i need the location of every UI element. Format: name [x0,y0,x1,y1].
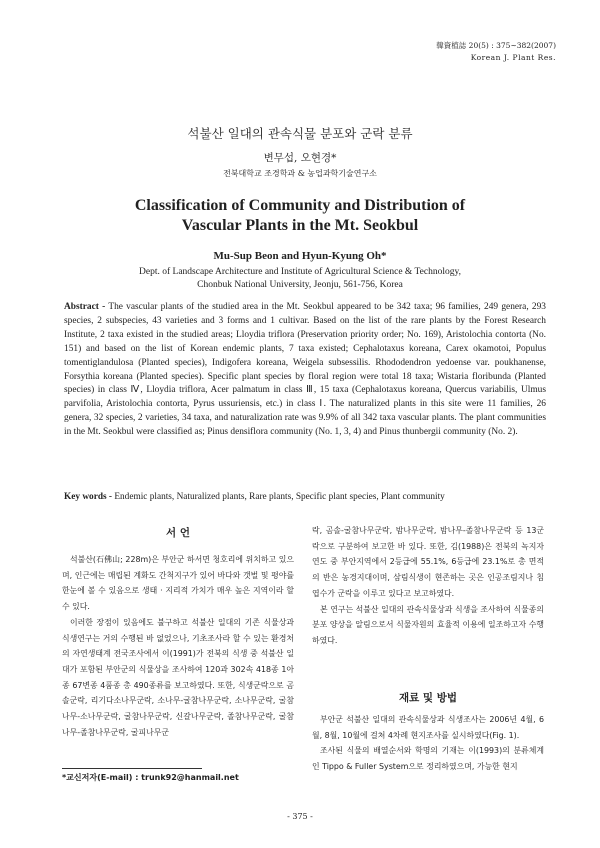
intro-paragraph-1: 석불산(石佛山; 228m)은 부안군 하서면 청호리에 위치하고 있으며, 인근에는 매립된 계화도 간척지구가 있어 바다와 갯벌 및 평야를 한눈에 볼 수 있음으로 생태 · 지리적 가치가 매우 높은 지역이라 할 수 있다. [62,555,294,612]
introduction-heading: 서 언 [166,527,190,539]
methods-paragraph-1: 부안군 석불산 일대의 관속식물상과 식생조사는 2006년 4월, 6월, 8월, 10월에 걸쳐 4차례 현지조사를 실시하였다(Fig. 1). [312,715,544,740]
left-column [62,552,294,740]
intro-paragraph-2: 이러한 장점이 있음에도 불구하고 석불산 일대의 기존 식물상과 식생연구는 거의 수행된 바 없었으나, 기초조사라 할 수 있는 환경처의 자연생태계 전국조사에서 이(1991)가 전북의 식생 중 석불산 일대가 포함된 부안군의 식물상을 조사하여 120과 302속 418종 1아종 67변종 4품종 총 490종류를 보고하였다. 또한, 식생군락으로 곰솔군락, 리기다소나무군락, 소나무-굴참나무군락, 소나무군락, 굴참나무-소나무군락, 굴참나무군락, 신갈나무군락, 졸참나무군락, 굴참나무-졸참나무군락, 굴피나무군 [62,617,294,737]
journal-name: Korean J. Plant Res. [470,53,556,62]
english-affiliation [0,266,600,292]
abstract-text: The vascular plants of the studied area in the Mt. Seokbul appeared to be 342 taxa; 96 families, 249 genera, 293 species, 2 subspecies, 43 varieties and 3 forms and 1 cultivar. Based on the list of the rare plants by the Forest Research Institute, 2 taxa existed in the studied areas; Lloydia triflora (Preservation priority order; No. 169), Aristolochia contorta (No. 151) and based on the list of Korean endemic plants, 7 taxa existed; Cephalotaxus koreana, Carex okamotoi, Populus tomentiglandulosa (Planted species), Indigofera koreana, Weigela subsessilis. Rhododendron yedoense var. poukhanense, Forsythia koreana (Planted species). Specific plant species by floral region were total 18 taxa; Wistaria floribunda (Planted species) in class Ⅳ, Lloydia triflora, Acer palmatum in class Ⅲ, 15 taxa (Cephalotaxus koreana, Quercus variabilis, Ulmus parvifolia, Aristolochia contorta, Pyrus ussuriensis, etc.) in class Ⅰ. The naturalized plants in this site were 11 families, 26 genera, 32 species, 2 varieties, 34 taxa, and naturalization rate was 9.9% of all 342 taxa vascular plants. The plant communities in the Mt. Seokbul were classified as; Pinus densiflora community (No. 1, 3, 4) and Pinus thunbergii community (No. 2). [64,302,546,438]
korean-affiliation: 전북대학교 조경학과 & 농업과학기술연구소 [223,169,377,178]
keywords-text: Endemic plants, Naturalized plants, Rare plants, Specific plant species, Plant community [112,492,445,502]
journal-header [436,40,556,64]
keywords-label: Key words - [64,492,113,502]
right-column [312,523,544,649]
english-title-line-1: Classification of Community and Distribution of [134,197,466,214]
english-authors: Mu-Sup Beon and Hyun-Kyung Oh* [213,250,387,262]
methods-text [312,712,544,775]
methods-paragraph-2: 조사된 식물의 배열순서와 학명의 기재는 이(1993)의 분류체계인 Tippo & Fuller System으로 정리하였으며, 가능한 현지 [312,746,544,772]
korean-title: 석불산 일대의 관속식물 분포와 군락 분류 [187,126,413,141]
abstract-label: Abstract - [64,302,106,312]
page-number: - 375 - [287,812,313,821]
english-title [0,196,600,236]
journal-reference: 韓資植誌 20(5) : 375~382(2007) [436,41,556,50]
english-title-line-2: Vascular Plants in the Mt. Seokbul [181,217,419,234]
right-paragraph-2: 본 연구는 석불산 일대의 관속식물상과 식생을 조사하여 식물종의 분포 양상을 알림으로서 식물자원의 효율적 이용에 일조하고자 수행하였다. [312,604,544,645]
right-paragraph-1: 락, 곰솔-굴참나무군락, 밤나무군락, 밤나무-졸참나무군락 등 13군락으로 구분하여 보고한 바 있다. 또한, 김(1988)은 전북의 녹지자연도 중 부안지역에서 2등급에 55.1%, 6등급에 23.1%로 총 면적의 반은 농경지대이며, 삼림식생이 현존하는 곳은 인공조림지나 침엽수가 군락을 이루고 있다고 보고하였다. [312,526,544,598]
methods-heading: 재료 및 방법 [398,692,458,704]
affiliation-line-1: Dept. of Landscape Architecture and Institute of Agricultural Science & Technology, [139,267,461,277]
affiliation-line-2: Chonbuk National University, Jeonju, 561-756, Korea [197,280,403,290]
footnote-divider [62,768,202,769]
korean-authors: 변무섭, 오현경* [263,152,337,164]
corresponding-author-footnote: *교신저자(E-mail) : trunk92@hanmail.net [62,773,239,782]
keywords [64,492,546,502]
abstract [64,301,546,440]
